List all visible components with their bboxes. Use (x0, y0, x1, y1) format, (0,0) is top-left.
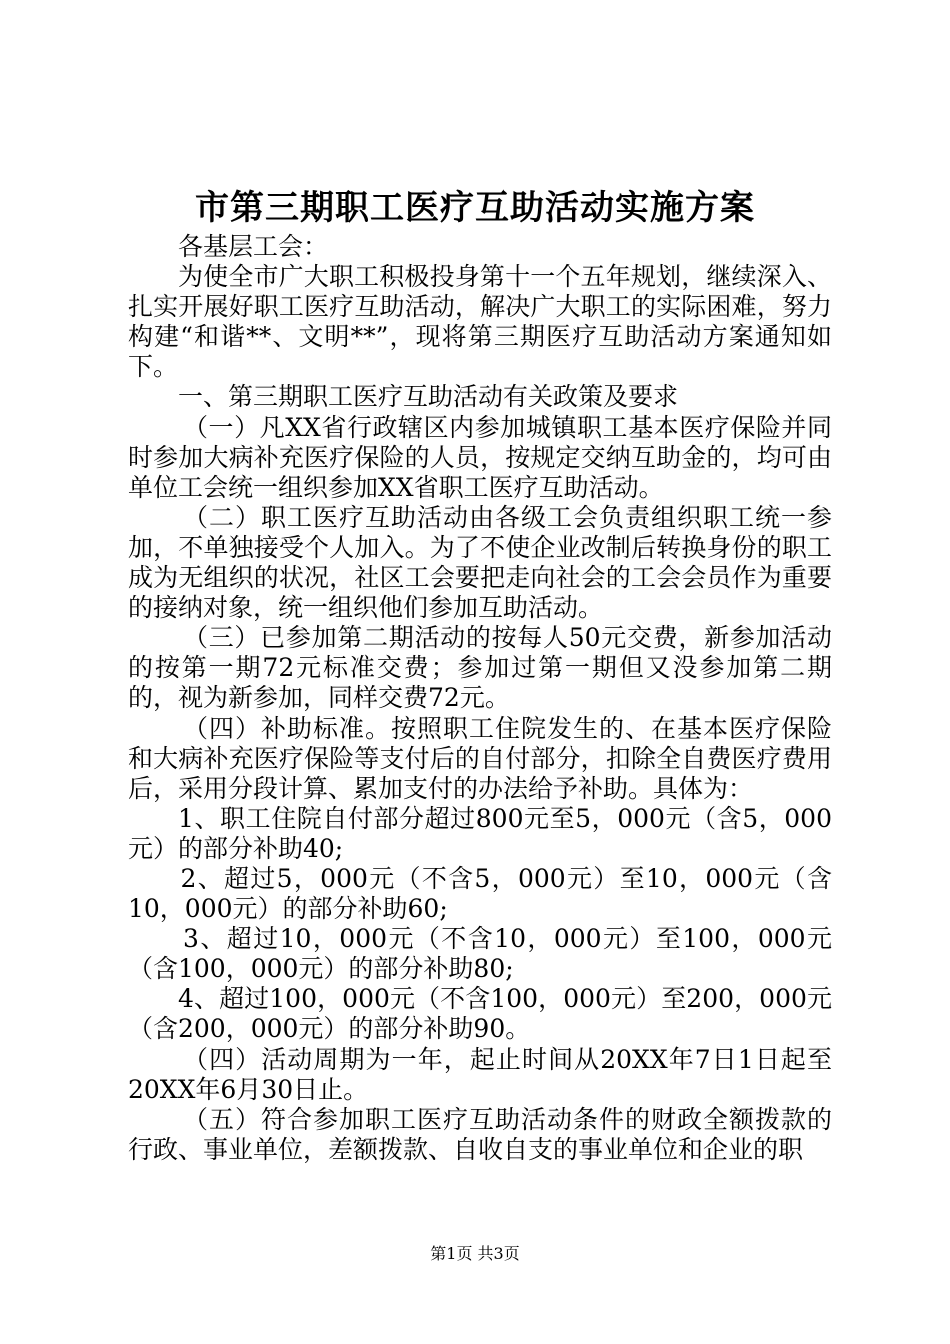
section-heading: 一、第三期职工医疗互助活动有关政策及要求 (178, 382, 679, 412)
subsidy-item-3: 3、超过10，000元（不含10，000元）至100，000元（含100，000元）的部分补助80; (128, 924, 832, 984)
document-body (128, 232, 832, 1165)
clause-5-paragraph: （五）符合参加职工医疗互助活动条件的财政全额拨款的行政、事业单位，差额拨款、自收自支的事业单位和企业的职 (128, 1104, 832, 1164)
document-title: 市第三期职工医疗互助活动实施方案 (195, 188, 755, 228)
activity-period-paragraph: （四）活动周期为一年，起止时间从20XX年7日1日起至20XX年6月30日止。 (128, 1044, 832, 1104)
intro-paragraph: 为使全市广大职工积极投身第十一个五年规划，继续深入、扎实开展好职工医疗互助活动，解决广大职工的实际困难，努力构建“和谐**、文明**”，现将第三期医疗互助活动方案通知如下。 (128, 262, 832, 382)
subsidy-item-2: 2、超过5，000元（不含5，000元）至10，000元（含10，000元）的部分补助60; (128, 863, 832, 924)
subsidy-item-1: 1、职工住院自付部分超过800元至5，000元（含5，000元）的部分补助40; (128, 803, 832, 863)
salutation: 各基层工会： (178, 232, 329, 261)
clause-4-paragraph: （四）补助标准。按照职工住院发生的、在基本医疗保险和大病补充医疗保险等支付后的自付部分，扣除全自费医疗费用后，采用分段计算、累加支付的办法给予补助。具体为： (128, 713, 832, 803)
clause-1-paragraph: （一）凡XX省行政辖区内参加城镇职工基本医疗保险并同时参加大病补充医疗保险的人员，按规定交纳互助金的，均可由单位工会统一组织参加XX省职工医疗互助活动。 (128, 412, 832, 502)
subsidy-item-4: 4、超过100，000元（不含100，000元）至200，000元（含200，000元）的部分补助90。 (128, 984, 832, 1044)
clause-3-paragraph: （三）已参加第二期活动的按每人50元交费，新参加活动的按第一期72元标准交费；参加过第一期但又没参加第二期的，视为新参加，同样交费72元。 (128, 623, 832, 713)
clause-2-paragraph: （二）职工医疗互助活动由各级工会负责组织职工统一参加，不单独接受个人加入。为了不使企业改制后转换身份的职工成为无组织的状况，社区工会要把走向社会的工会会员作为重要的接纳对象，统一组织他们参加互助活动。 (128, 502, 832, 623)
page-number: 第1页 共3页 (430, 1244, 520, 1263)
